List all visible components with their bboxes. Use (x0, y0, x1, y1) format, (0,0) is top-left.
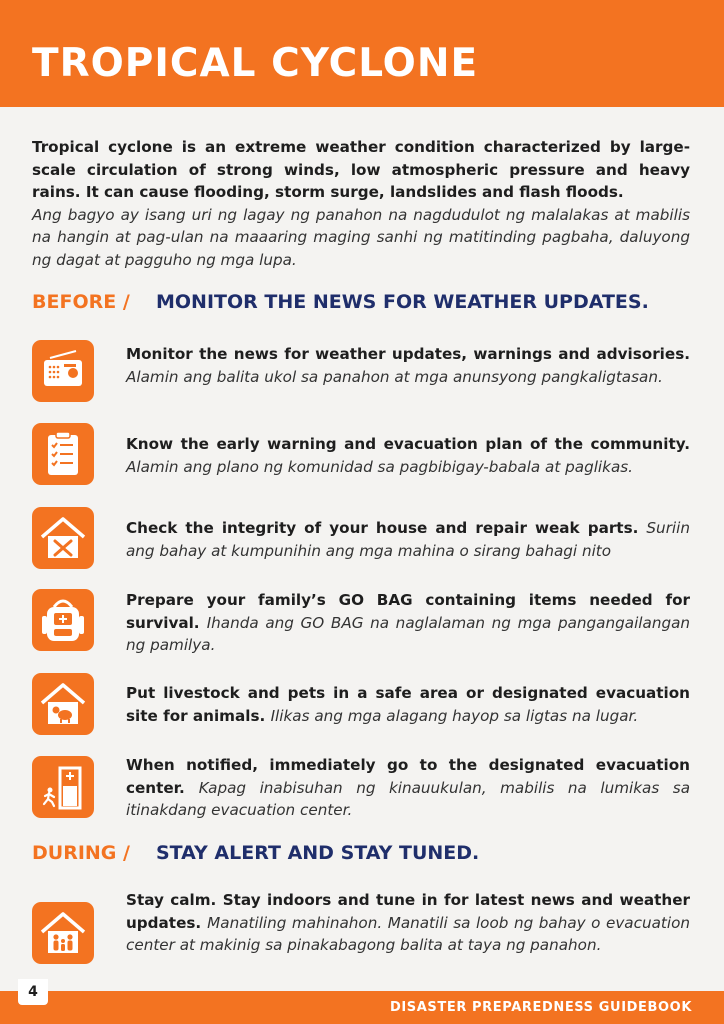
item-english: Stay calm. Stay indoors and tune in for latest news and weather updates. (126, 891, 690, 932)
before-section-heading (32, 291, 649, 313)
intro-tagalog: Ang bagyo ay isang uri ng lagay ng panahon na nagdudulot ng malalakas at mabilis na hangin at pag-ulan na maaaring maging sanhi ng matitinding pagbaha, daluyong ng dagat at pagguho ng mga lupa. (32, 205, 690, 269)
intro-paragraph (32, 136, 690, 271)
during-section-heading (32, 842, 479, 864)
before-item-go-bag (32, 589, 690, 655)
before-heading: MONITOR THE NEWS FOR WEATHER UPDATES. (156, 291, 649, 313)
item-english: Prepare your family’s GO BAG containing items needed for survival. (126, 591, 690, 632)
item-tagalog: Ihanda ang GO BAG na naglalaman ng mga pangangailangan ng pamilya. (126, 613, 691, 654)
before-label: BEFORE / (32, 291, 130, 313)
item-tagalog: Suriin ang bahay at kumpunihin ang mga mahina o sirang bahagi nito (126, 519, 690, 560)
intro-english: Tropical cyclone is an extreme weather condition characterized by large-scale circulation of strong winds, low atmospheric pressure and heavy rains. It can cause flooding, storm surge, landslides and flash floods. (32, 138, 690, 201)
family-indoors-icon (32, 902, 94, 964)
animal-shelter-icon (32, 673, 94, 735)
item-tagalog: Alamin ang plano ng komunidad sa pagbibigay-babala at paglikas. (126, 457, 633, 476)
before-item-livestock (32, 673, 690, 739)
item-english: When notified, immediately go to the designated evacuation center. (126, 756, 690, 797)
item-english: Put livestock and pets in a safe area or designated evacuation site for animals. (126, 684, 690, 725)
page-title: TROPICAL CYCLONE (32, 41, 479, 86)
before-item-monitor-news (32, 340, 690, 406)
item-tagalog: Kapag inabisuhan ng kinauukulan, mabilis na lumikas sa itinakdang evacuation center. (126, 778, 690, 819)
during-label: DURING / (32, 842, 130, 864)
before-item-evacuate (32, 756, 690, 822)
house-tools-icon (32, 507, 94, 569)
before-item-check-house (32, 507, 690, 573)
item-tagalog: Ilikas ang mga alagang hayop sa ligtas na lugar. (270, 706, 639, 725)
item-english: Check the integrity of your house and repair weak parts. (126, 519, 647, 537)
before-item-evacuation-plan (32, 423, 690, 489)
during-heading: STAY ALERT AND STAY TUNED. (156, 842, 480, 864)
item-tagalog: Alamin ang balita ukol sa panahon at mga anunsyong pangkaligtasan. (126, 367, 663, 386)
page-number: 4 (18, 979, 48, 1005)
item-english: Monitor the news for weather updates, warnings and advisories. (126, 345, 690, 363)
during-item-stay-calm (32, 891, 690, 968)
go-bag-icon (32, 589, 94, 651)
item-tagalog: Manatiling mahinahon. Manatili sa loob ng bahay o evacuation center at makinig sa pinakabagong balita at taya ng panahon. (126, 913, 690, 954)
clipboard-checklist-icon (32, 423, 94, 485)
footer-title: DISASTER PREPAREDNESS GUIDEBOOK (389, 1000, 692, 1015)
radio-icon (32, 340, 94, 402)
item-english: Know the early warning and evacuation plan of the community. (126, 435, 690, 453)
evacuation-center-icon (32, 756, 94, 818)
